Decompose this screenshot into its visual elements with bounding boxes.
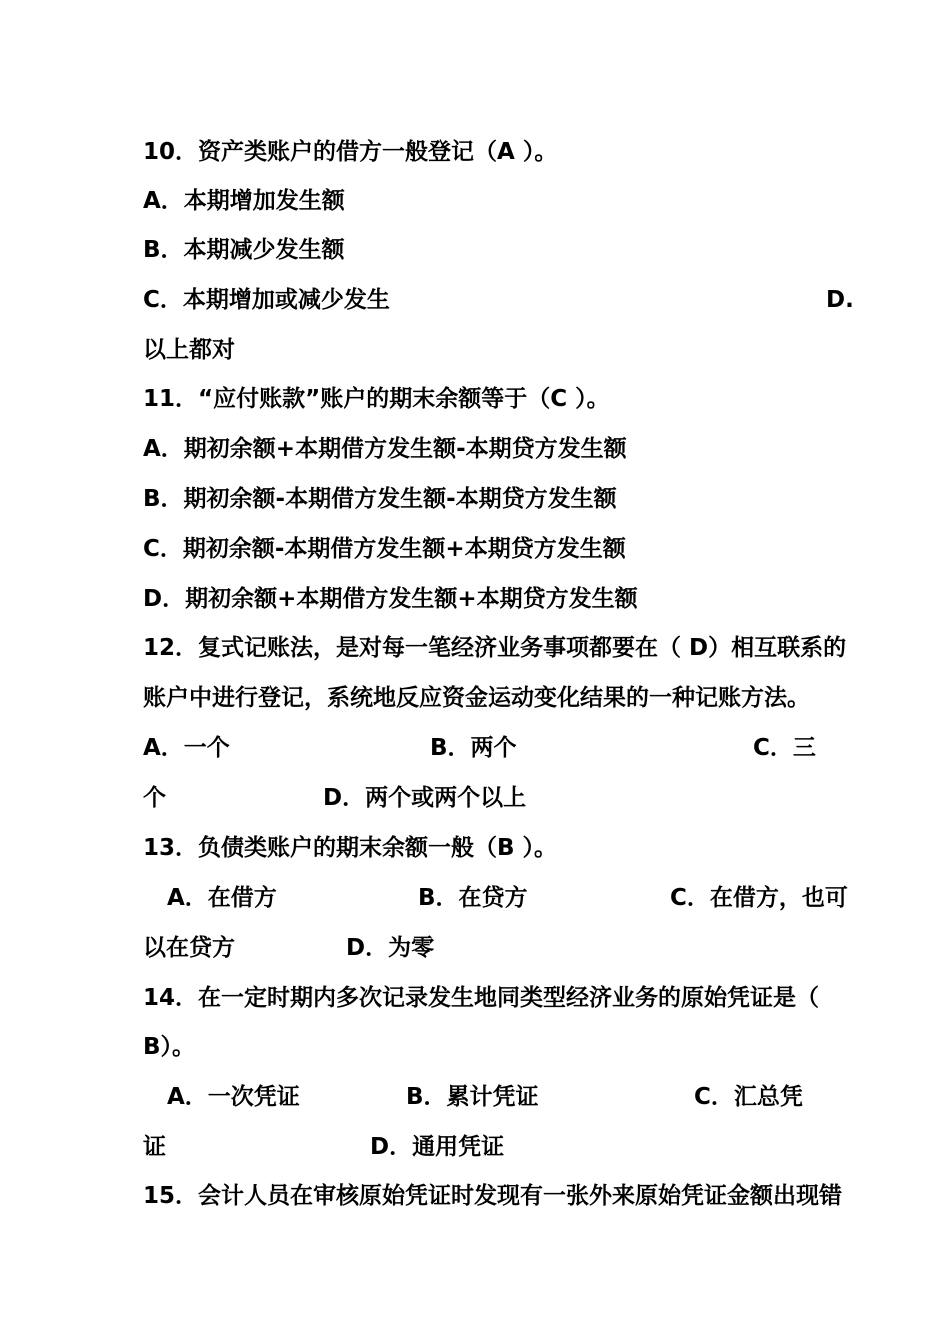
question-14-option-b: B．累计凭证 <box>406 1084 539 1110</box>
question-14-option-row <box>143 1077 855 1117</box>
question-10-option-b: B．本期减少发生额 <box>143 237 345 263</box>
question-13-option-a: A．在借方 <box>167 885 277 911</box>
question-15-stem-line1: 15．会计人员在审核原始凭证时发现有一张外来原始凭证金额出现错 <box>143 1183 843 1209</box>
question-14-option-c-tail: 证 <box>143 1134 166 1160</box>
question-14-option-row-2 <box>143 1127 543 1167</box>
question-11-option-b: B．期初余额-本期借方发生额-本期贷方发生额 <box>143 486 617 512</box>
question-12-option-c-tail: 个 <box>143 785 166 811</box>
question-14-option-c-head: C．汇总凭 <box>694 1084 803 1110</box>
question-12-option-row <box>143 728 853 768</box>
question-14-option-a: A．一次凭证 <box>167 1084 300 1110</box>
question-13-stem: 13．负债类账户的期末余额一般（B ）。 <box>143 835 558 861</box>
question-12-option-row-2 <box>143 778 643 818</box>
question-10-stem: 10．资产类账户的借方一般登记（A ）。 <box>143 139 558 165</box>
question-11-option-a: A．期初余额+本期借方发生额-本期贷方发生额 <box>143 436 627 462</box>
question-13-option-b: B．在贷方 <box>418 885 528 911</box>
question-10-option-row <box>143 280 853 320</box>
question-14-stem-line1: 14．在一定时期内多次记录发生地同类型经济业务的原始凭证是（ <box>143 985 820 1011</box>
question-12-stem-line1: 12．复式记账法，是对每一笔经济业务事项都要在（ D）相互联系的 <box>143 635 847 661</box>
question-14-option-d: D．通用凭证 <box>370 1134 505 1160</box>
question-13-option-row-2 <box>143 928 543 968</box>
question-12-option-d: D．两个或两个以上 <box>323 785 527 811</box>
question-13-option-d: D．为零 <box>346 935 435 961</box>
question-10-option-a: A．本期增加发生额 <box>143 188 345 214</box>
question-14-stem-line2: B）。 <box>143 1034 196 1060</box>
question-12-option-c-head: C．三 <box>753 735 816 761</box>
question-13-option-row <box>143 878 855 918</box>
question-12-option-b: B．两个 <box>430 735 517 761</box>
question-11-option-d: D．期初余额+本期借方发生额+本期贷方发生额 <box>143 586 638 612</box>
question-11-stem: 11．“应付账款”账户的期末余额等于（C ）。 <box>143 386 610 412</box>
question-10-option-d-label: D. <box>826 287 854 313</box>
question-10-option-c: C．本期增加或减少发生 <box>143 287 390 313</box>
question-12-option-a: A．一个 <box>143 735 230 761</box>
question-12-stem-line2: 账户中进行登记，系统地反应资金运动变化结果的一种记账方法。 <box>143 685 810 711</box>
question-13-option-c-head: C．在借方，也可 <box>670 885 848 911</box>
question-10-option-d-text: 以上都对 <box>143 337 235 363</box>
question-11-option-c: C．期初余额-本期借方发生额+本期贷方发生额 <box>143 536 626 562</box>
question-13-option-c-tail: 以在贷方 <box>143 935 235 961</box>
